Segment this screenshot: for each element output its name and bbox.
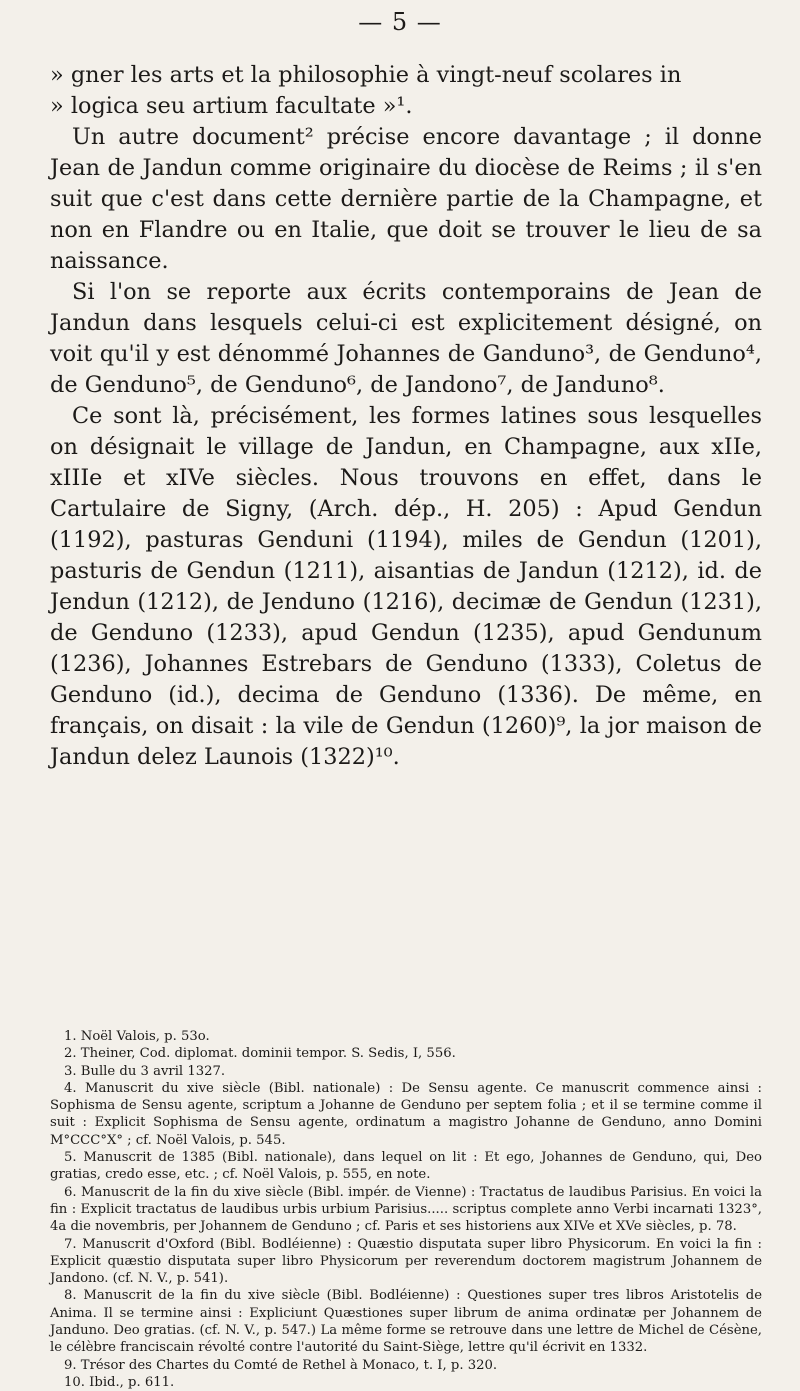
paragraph-village-forms: Ce sont là, précisément, les formes latines sous lesquelles on désignait le village de Jandun, en Champagne, aux xIIe, xIIIe et xIVe siècles. Nous trouvons en effet, dans le Cartulaire de Signy, (Arch. dép., H. 205) : Apud Gendun (1192), pasturas Genduni (1194), miles de Gendun (1201), pasturis de Gendun (1211), aisantias de Jandun (1212), id. de Jendun (1212), de Jenduno (1216), decimæ de Gendun (1231), de Genduno (1233), apud Gendun (1235), apud Gendunum (1236), Johannes Estrebars de Genduno (1333), Coletus de Genduno (id.), decima de Genduno (1336). De même, en français, on disait : la vile de Gendun (1260)⁹, la jor maison de Jandun delez Launois (1322)¹⁰. xyxy=(50,403,762,770)
footnote: 1. Noël Valois, p. 53o. xyxy=(64,1029,210,1044)
footnote: 2. Theiner, Cod. diplomat. dominii tempor. S. Sedis, I, 556. xyxy=(64,1046,456,1062)
quote-line-2: » logica seu artium facultate »¹. xyxy=(50,93,413,119)
main-text xyxy=(50,60,762,773)
page-number: — 5 — xyxy=(358,8,442,36)
paragraph-latin-names: Si l'on se reporte aux écrits contemporains de Jean de Jandun dans lesquels celui-ci est explicitement désigné, on voit qu'il y est dénommé Johannes de Ganduno³, de Genduno⁴, de Genduno⁵, de Genduno⁶, de Jandono⁷, de Janduno⁸. xyxy=(50,279,762,398)
footnote: 9. Trésor des Chartes du Comté de Rethel à Monaco, t. I, p. 320. xyxy=(64,1357,498,1373)
footnote: 5. Manuscrit de 1385 (Bibl. nationale), dans lequel on lit : Et ego, Johannes de Genduno, qui, Deo gratias, credo esse, etc. ; cf. Noël Valois, p. 555, en note. xyxy=(50,1150,762,1183)
footnote: 7. Manuscrit d'Oxford (Bibl. Bodléienne) : Quæstio disputata super libro Physicorum. En voici la fin : Explicit quæstio disputata super libro Physicorum per reverendum doctorem magistrum Johannem de Jandono. (cf. N. V., p. 541). xyxy=(50,1236,762,1287)
footnote: 4. Manuscrit du xive siècle (Bibl. nationale) : De Sensu agente. Ce manuscrit commence ainsi : Sophisma de Sensu agente, scriptum a Johanne de Genduno per septem folia ; et il se termine comme il suit : Explicit Sophisma de Sensu agente, ordinatum a magistro Johanne de Genduno, anno Domini M°CCC°X° ; cf. Noël Valois, p. 545. xyxy=(50,1080,762,1148)
footnote: 10. Ibid., p. 611. xyxy=(64,1374,175,1390)
quote-line-1: » gner les arts et la philosophie à vingt-neuf scolares in xyxy=(50,62,682,88)
footnote: 3. Bulle du 3 avril 1327. xyxy=(64,1063,226,1079)
footnote: 6. Manuscrit de la fin du xive siècle (Bibl. impér. de Vienne) : Tractatus de laudibus Parisius. En voici la fin : Explicit tractatus de laudibus urbis urbium Parisius..... scriptus complete anno Verbi incarnati 1323°, 4a die novembris, per Johannem de Genduno ; cf. Paris et ses historiens aux XIVe et XVe siècles, p. 78. xyxy=(50,1184,762,1235)
paragraph-document: Un autre document² précise encore davantage ; il donne Jean de Jandun comme originaire du diocèse de Reims ; il s'en suit que c'est dans cette dernière partie de la Champagne, et non en Flandre ou en Italie, que doit se trouver le lieu de sa naissance. xyxy=(50,124,762,274)
footnotes xyxy=(50,1028,762,1391)
footnote: 8. Manuscrit de la fin du xive siècle (Bibl. Bodléienne) : Questiones super tres libros Aristotelis de Anima. Il se termine ainsi : Expliciunt Quæstiones super librum de anima ordinatæ per Johannem de Janduno. Deo gratias. (cf. N. V., p. 547.) La même forme se retrouve dans une lettre de Michel de Césène, le célèbre franciscain révolté contre l'autorité du Saint-Siège, lettre qu'il écrivit en 1332. xyxy=(50,1288,762,1356)
